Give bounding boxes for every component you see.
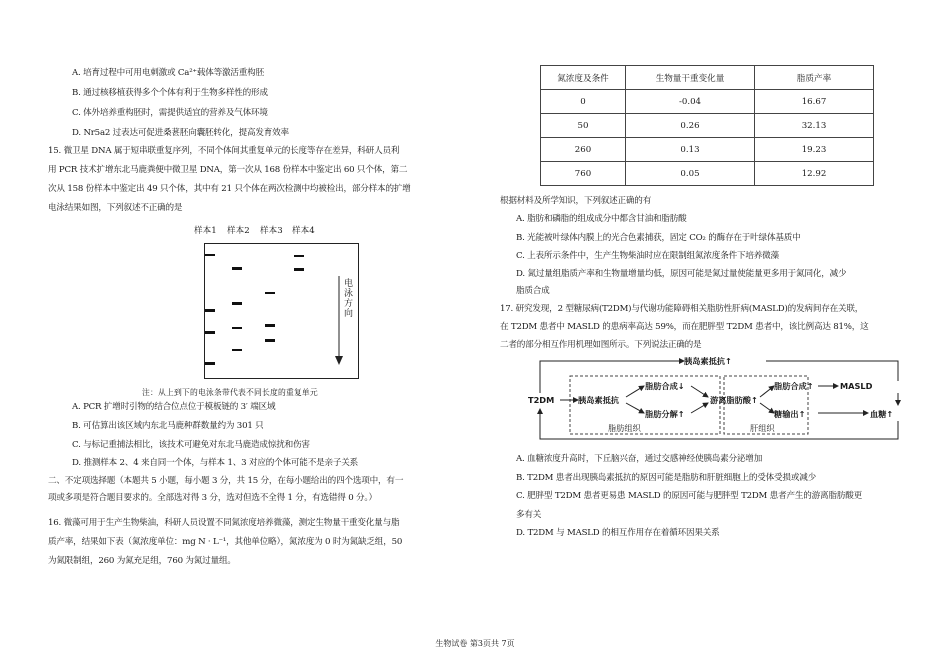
gel-header-sample1: 样本1 bbox=[194, 226, 217, 236]
q14-option-a: A. 培育过程中可用电刺激或 Ca²⁺载体等激活重构胚 bbox=[72, 68, 264, 78]
q14-option-b: B. 通过核移植获得多个个体有利于生物多样性的形成 bbox=[72, 88, 268, 98]
table-cell: 16.67 bbox=[755, 90, 874, 114]
q16-option-d: D. 氮过量组脂质产率和生物量增量均低，原因可能是氮过量使能量更多用于氮同化，减少 bbox=[516, 269, 847, 279]
gel-band bbox=[265, 339, 275, 342]
q15-option-a: A. PCR 扩增时引物的结合位点位于模板链的 3′ 端区域 bbox=[72, 402, 276, 412]
table-cell: 12.92 bbox=[755, 162, 874, 186]
gel-note: 注：从上到下的电泳条带代表不同长度的重复单元 bbox=[142, 388, 318, 397]
gel-band bbox=[294, 255, 304, 258]
table-cell: 0.05 bbox=[626, 162, 755, 186]
table-cell: 760 bbox=[541, 162, 626, 186]
q16-option-a: A. 脂肪和磷脂的组成成分中都含甘油和脂肪酸 bbox=[516, 214, 687, 224]
table-row bbox=[541, 138, 874, 162]
q15-option-d: D. 推测样本 2、4 来自同一个体，与样本 1、3 对应的个体可能不是亲子关系 bbox=[72, 458, 359, 468]
gel-band bbox=[265, 324, 275, 327]
gel-header-sample3: 样本3 bbox=[260, 226, 283, 236]
gel-band bbox=[205, 309, 215, 312]
diagram-node-t2dm: T2DM bbox=[528, 395, 555, 405]
diagram-node-insulin-resistance: 胰岛素抵抗↑ bbox=[684, 356, 732, 366]
table-header-cell: 氮浓度及条件 bbox=[541, 66, 626, 90]
q17-option-b: B. T2DM 患者出现胰岛素抵抗的原因可能是脂肪和肝脏细胞上的受体受损或减少 bbox=[516, 473, 817, 483]
table-cell: 0.26 bbox=[626, 114, 755, 138]
diagram-node-fat-synthesis-up: 脂肪合成↑ bbox=[774, 381, 814, 391]
diagram-label-adipose-tissue: 脂肪组织 bbox=[608, 423, 641, 433]
gel-band bbox=[232, 349, 242, 352]
q17-option-a: A. 血糖浓度升高时，下丘脑兴奋，通过交感神经使胰岛素分泌增加 bbox=[516, 454, 763, 464]
diagram-label-liver-tissue: 肝组织 bbox=[750, 423, 775, 433]
diagram-node-sugar-output: 糖输出↑ bbox=[774, 409, 806, 419]
table-header-cell: 生物量干重变化量 bbox=[626, 66, 755, 90]
q16-stem-line: 为氮限制组，260 为氮充足组，760 为氮过量组。 bbox=[48, 556, 236, 566]
q17-stem-line: 在 T2DM 患者中 MASLD 的患病率高达 59%，而在肥胖型 T2DM 患者中，该比例高达 81%，这 bbox=[500, 322, 869, 332]
q17-option-c-cont: 多有关 bbox=[516, 510, 542, 520]
q16-option-b: B. 光能被叶绿体内膜上的光合色素捕获，固定 CO₂ 的酶存在于叶绿体基质中 bbox=[516, 233, 801, 243]
q15-stem-line: 电泳结果如图，下列叙述不正确的是 bbox=[48, 203, 183, 213]
q16-option-d-cont: 脂质合成 bbox=[516, 286, 550, 296]
gel-band bbox=[205, 362, 215, 365]
table-row bbox=[541, 162, 874, 186]
table-cell: 19.23 bbox=[755, 138, 874, 162]
q15-stem-line: 15. 微卫星 DNA 属于短串联重复序列，不同个体间其重复单元的长度等存在差异，科研人员利 bbox=[48, 146, 400, 156]
table-cell: 260 bbox=[541, 138, 626, 162]
q15-stem-line: 次从 158 份样本中鉴定出 49 只个体，其中有 21 只个体在两次检测中均被检出，部分样本的扩增 bbox=[48, 184, 411, 194]
q17-stem-line: 17. 研究发现，2 型糖尿病(T2DM)与代谢功能障碍相关脂肪性肝病(MASLD)的发病间存在关联， bbox=[500, 304, 864, 314]
q16-option-c: C. 上表所示条件中，生产生物柴油时应在限制组氮浓度条件下培养微藻 bbox=[516, 251, 779, 261]
q15-stem-line: 用 PCR 技术扩增东北马鹿粪便中微卫星 DNA，第一次从 168 份样本中鉴定出 60 只个体，第二 bbox=[48, 165, 408, 175]
q16-stem-line: 16. 微藻可用于生产生物柴油，科研人员设置不同氮浓度培养微藻，测定生物量干重变化量与脂 bbox=[48, 518, 400, 528]
diagram-node-fat-breakdown-up: 脂肪分解↑ bbox=[645, 409, 685, 419]
gel-band bbox=[232, 327, 242, 330]
table-cell: 50 bbox=[541, 114, 626, 138]
gel-header-sample4: 样本4 bbox=[292, 226, 315, 236]
q16-stem-line: 质产率，结果如下表（氮浓度单位：mg N · L⁻¹，其他单位略），氮浓度为 0 时为氮缺乏组，50 bbox=[48, 537, 403, 547]
gel-band bbox=[294, 268, 304, 271]
q17-option-c: C. 肥胖型 T2DM 患者更易患 MASLD 的原因可能与肥胖型 T2DM 患者产生的游离脂肪酸更 bbox=[516, 491, 863, 501]
gel-band bbox=[205, 254, 215, 257]
diagram-node-masld: MASLD bbox=[840, 381, 873, 391]
table-cell: 0.13 bbox=[626, 138, 755, 162]
table-cell: 0 bbox=[541, 90, 626, 114]
diagram-node-fat-synthesis-down: 脂肪合成↓ bbox=[645, 381, 685, 391]
gel-band bbox=[205, 331, 215, 334]
gel-band bbox=[232, 267, 242, 270]
q15-option-c: C. 与标记重捕法相比，该技术可避免对东北马鹿造成惊扰和伤害 bbox=[72, 440, 310, 450]
table-header-cell: 脂质产率 bbox=[755, 66, 874, 90]
mechanism-diagram bbox=[528, 353, 908, 444]
q14-option-c: C. 体外培养重构胚时，需提供适宜的营养及气体环境 bbox=[72, 108, 268, 118]
gel-band bbox=[265, 292, 275, 295]
diagram-node-free-fatty-acid: 游离脂肪酸↑ bbox=[710, 395, 758, 405]
diagram-node-adipose-insulin-res: 胰岛素抵抗 bbox=[578, 395, 619, 405]
electrophoresis-direction-label: 电泳方向 bbox=[342, 278, 352, 318]
table-cell: -0.04 bbox=[626, 90, 755, 114]
q17-stem-line: 二者的部分相互作用机理如图所示。下列说法正确的是 bbox=[500, 340, 702, 350]
table-row bbox=[541, 114, 874, 138]
q14-option-d: D. Nr5a2 过表达可促进桑葚胚向囊胚转化，提高发育效率 bbox=[72, 128, 289, 138]
diagram-node-blood-sugar: 血糖↑ bbox=[870, 409, 894, 419]
table-cell: 32.13 bbox=[755, 114, 874, 138]
table-row bbox=[541, 90, 874, 114]
gel-header-sample2: 样本2 bbox=[227, 226, 250, 236]
q17-option-d: D. T2DM 与 MASLD 的相互作用存在着循环因果关系 bbox=[516, 528, 720, 538]
q15-option-b: B. 可估算出该区域内东北马鹿种群数量约为 301 只 bbox=[72, 421, 264, 431]
q16-question: 根据材料及所学知识，下列叙述正确的有 bbox=[500, 196, 652, 206]
electrophoresis-arrow-icon bbox=[334, 276, 344, 366]
section2-instructions: 项或多项是符合题目要求的。全部选对得 3 分，选对但选不全得 1 分，有选错得 0 分。） bbox=[48, 493, 377, 503]
table-header-row bbox=[541, 66, 874, 90]
section2-instructions: 二、不定项选择题（本题共 5 小题，每小题 3 分，共 15 分，在每小题给出的四个选项中，有一 bbox=[48, 476, 404, 486]
nitrogen-table bbox=[540, 65, 874, 186]
page-footer: 生物试卷 第3页共 7页 bbox=[435, 639, 515, 648]
gel-band bbox=[232, 302, 242, 305]
